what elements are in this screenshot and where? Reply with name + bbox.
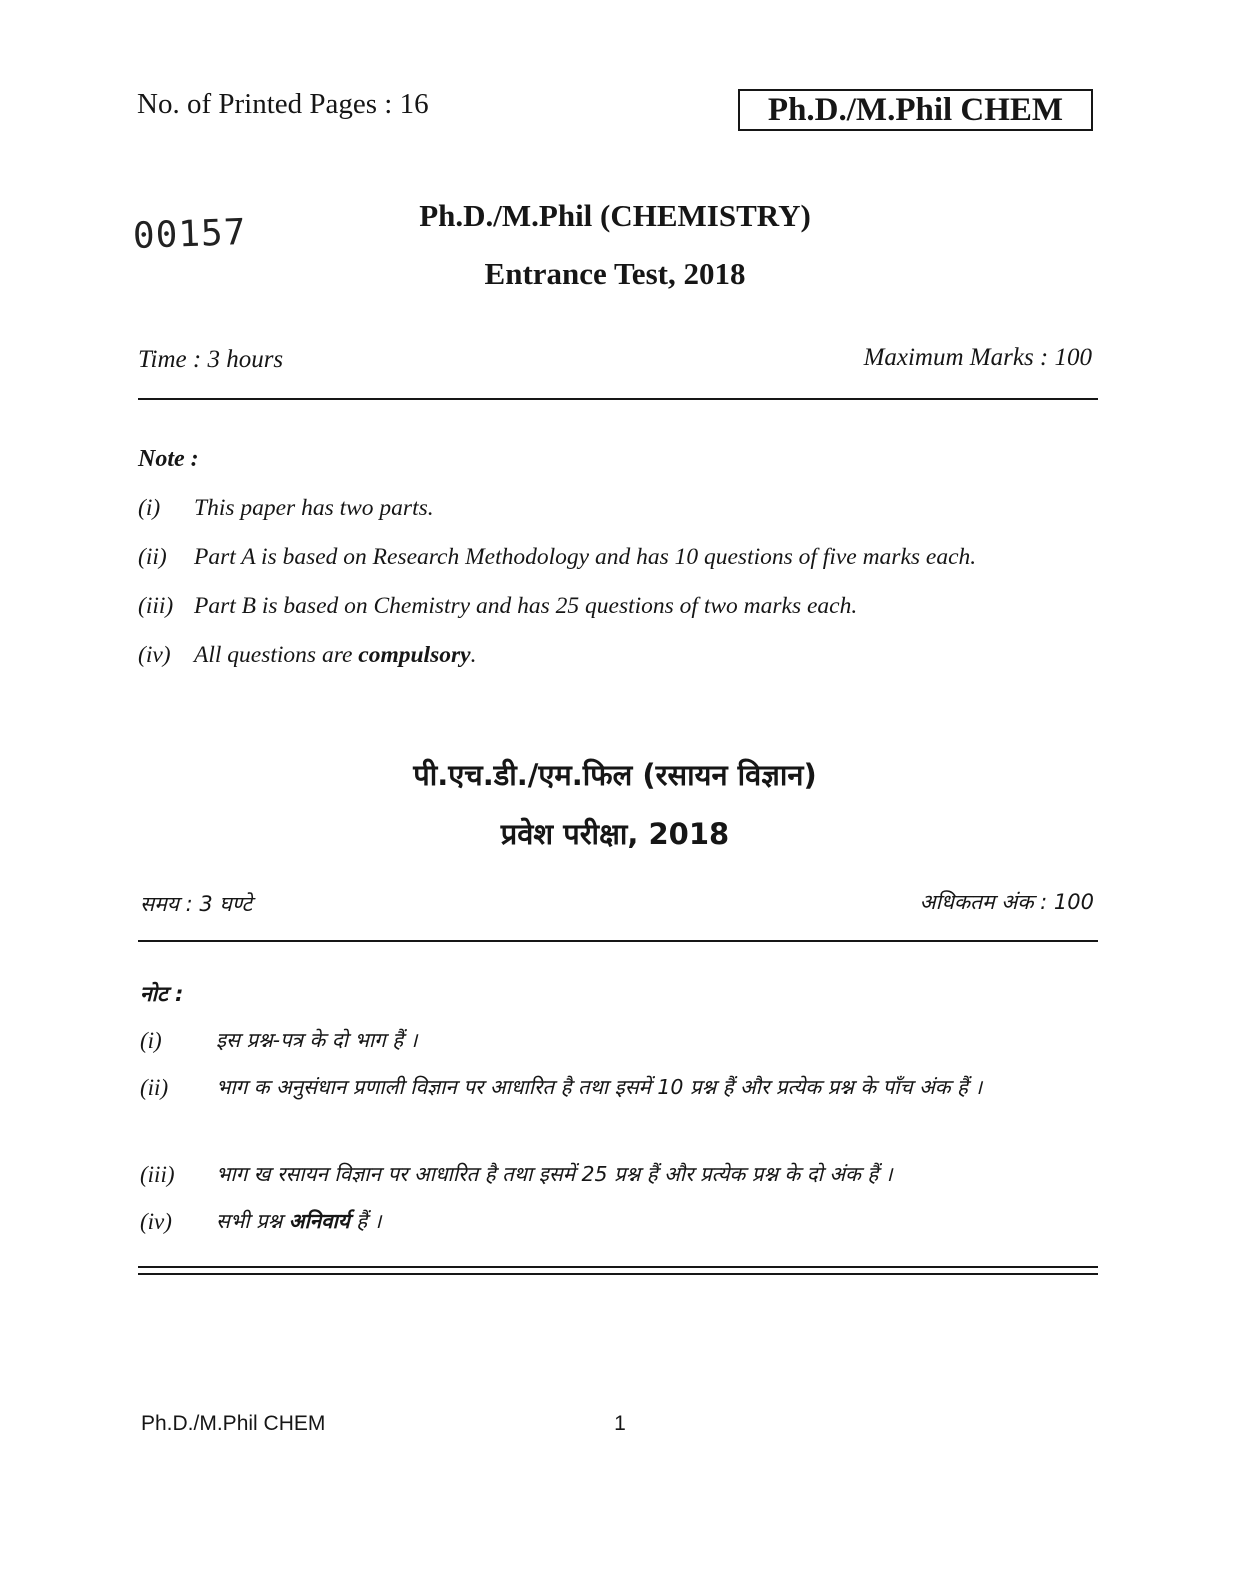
note-text-emphasis: अनिवार्य: [288, 1209, 350, 1233]
note-item: [138, 587, 1103, 625]
time-allowed-hindi: समय : 3 घण्टे: [140, 892, 253, 916]
divider: [138, 940, 1098, 942]
note-text-part: .: [470, 642, 477, 668]
note-text-part: All questions are: [194, 642, 359, 668]
footer-course-code: Ph.D./M.Phil CHEM: [141, 1412, 326, 1435]
time-allowed: Time : 3 hours: [138, 346, 284, 373]
note-item-hindi: [140, 1069, 1103, 1106]
double-divider-bottom: [138, 1273, 1098, 1275]
note-item-number: (i): [140, 1028, 162, 1053]
note-item: [138, 636, 1103, 674]
note-item-text: Part B is based on Chemistry and has 25 questions of two marks each.: [194, 593, 858, 619]
note-item-hindi: [140, 1022, 1103, 1059]
page-number: 1: [614, 1412, 626, 1435]
maximum-marks: Maximum Marks : 100: [863, 344, 1092, 371]
course-code-box: Ph.D./M.Phil CHEM: [738, 89, 1093, 131]
maximum-marks-hindi: अधिकतम अंक : 100: [919, 890, 1094, 914]
exam-title-hindi: पी.एच.डी./एम.फिल (रसायन विज्ञान): [413, 758, 817, 792]
note-item-number: (iv): [140, 1209, 172, 1234]
exam-subtitle: Entrance Test, 2018: [484, 256, 746, 291]
note-text-part: हैं ।: [349, 1209, 382, 1233]
note-item: [138, 489, 1103, 527]
note-item-text: This paper has two parts.: [194, 495, 434, 521]
note-text-part: सभी प्रश्न: [216, 1209, 289, 1233]
note-item: [138, 538, 1103, 576]
exam-title: Ph.D./M.Phil (CHEMISTRY): [419, 198, 811, 233]
printed-pages-count: No. of Printed Pages : 16: [137, 88, 429, 120]
note-item-text: इस प्रश्न-पत्र के दो भाग हैं ।: [216, 1028, 418, 1052]
note-item-text: भाग ख रसायन विज्ञान पर आधारित है तथा इसमें 25 प्रश्न हैं और प्रत्येक प्रश्न के दो अंक हैं ।: [216, 1162, 893, 1186]
note-item-number: (iii): [140, 1162, 175, 1187]
note-item-hindi: [140, 1156, 1103, 1193]
exam-subtitle-hindi: प्रवेश परीक्षा, 2018: [500, 817, 730, 851]
serial-number-stamp: 00157: [132, 212, 248, 257]
note-item-text: [194, 636, 1103, 674]
note-item-text: [216, 1203, 1103, 1240]
note-item-text: Part A is based on Research Methodology and has 10 questions of five marks each.: [194, 544, 977, 570]
note-text-emphasis: compulsory: [358, 642, 471, 668]
note-item-number: (ii): [140, 1075, 169, 1100]
note-item-hindi: [140, 1203, 1103, 1240]
note-item-number: (iv): [138, 642, 171, 668]
note-item-text: भाग क अनुसंधान प्रणाली विज्ञान पर आधारित है तथा इसमें 10 प्रश्न हैं और प्रत्येक प्रश्न के पाँच अंक हैं ।: [216, 1075, 983, 1099]
note-item-number: (iii): [138, 593, 174, 619]
note-item-number: (i): [138, 495, 161, 521]
double-divider-top: [138, 1266, 1098, 1268]
note-heading: Note :: [138, 446, 199, 472]
note-item-number: (ii): [138, 544, 167, 570]
note-heading-hindi: नोट :: [140, 982, 184, 1006]
divider: [138, 398, 1098, 400]
